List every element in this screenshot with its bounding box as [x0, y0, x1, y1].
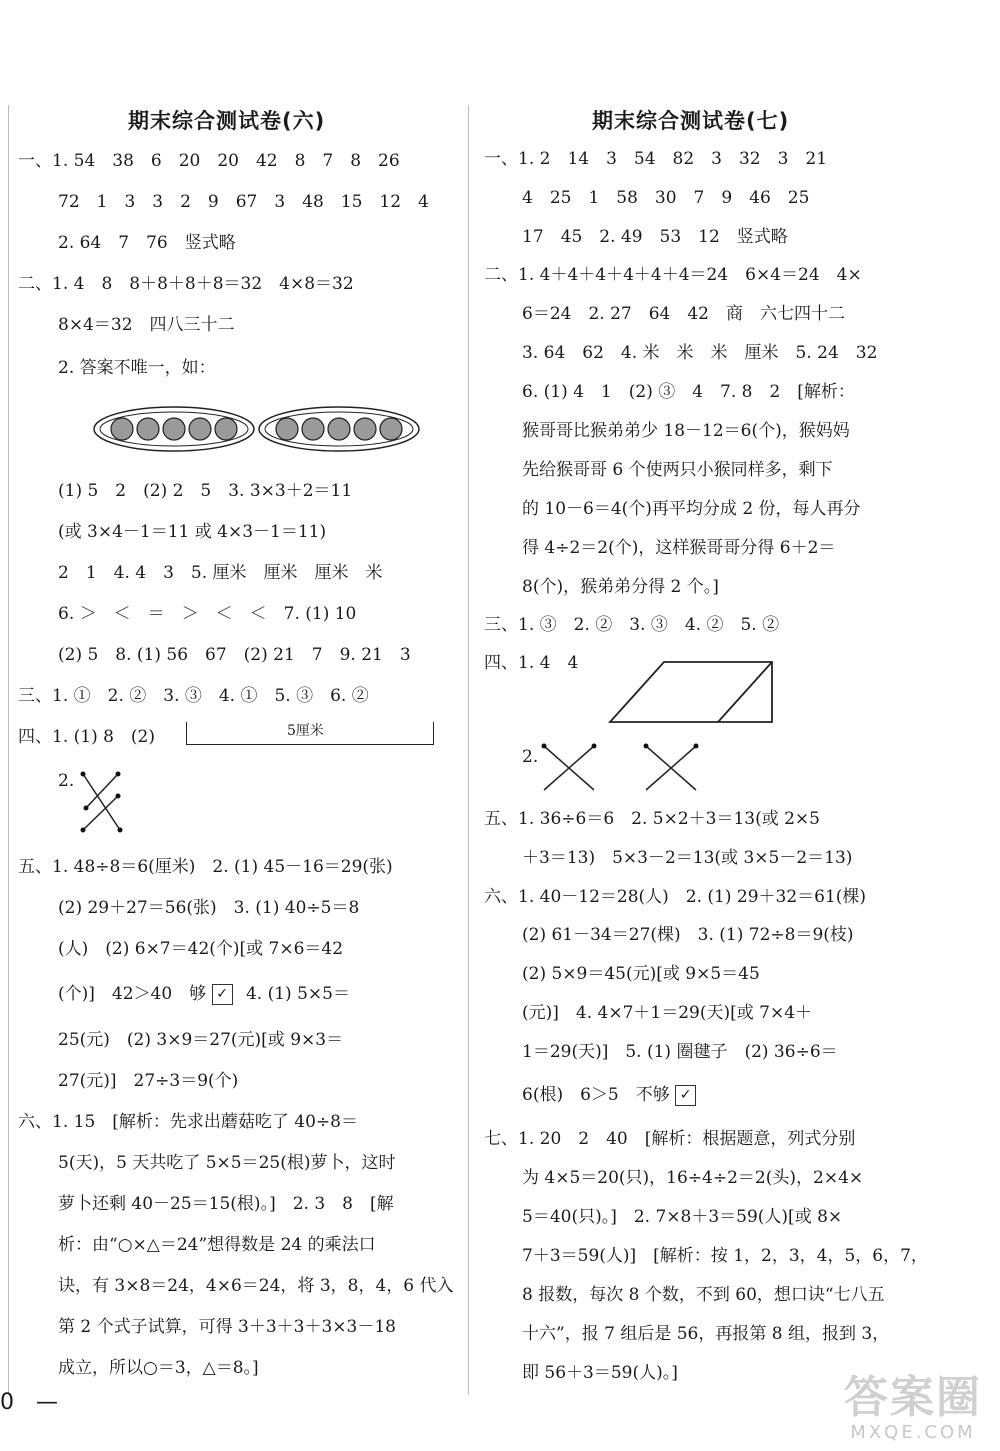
- watermark-logo: [844, 1374, 982, 1443]
- right-line-23: [522, 1084, 696, 1106]
- right-line-22: 1＝29(天)] 5. (1) 圈毽子 (2) 36÷6＝: [522, 1042, 838, 1062]
- left-line-22: 5(天)，5 天共吃了 5×5＝25(根)萝卜，这时: [58, 1153, 396, 1173]
- right-line-25: 为 4×5＝20(只)，16÷4÷2＝2(头)，2×4×: [522, 1168, 864, 1188]
- left-title: 期末综合测试卷(六): [128, 109, 326, 133]
- right-line-4: 二、1. 4＋4＋4＋4＋4＋4＝24 6×4＝24 4×: [484, 265, 862, 285]
- left-line-11: (2) 5 8. (1) 56 67 (2) 21 7 9. 21 3: [58, 645, 411, 665]
- left-line-25: 诀，有 3×8＝24，4×6＝24，将 3，8，4，6 代入: [58, 1276, 454, 1296]
- watermark-text: 答案圈: [844, 1372, 982, 1423]
- right-title: 期末综合测试卷(七): [592, 109, 790, 133]
- left-line-21: 六、1. 15 [解析：先求出蘑菇吃了 40÷8＝: [18, 1112, 358, 1132]
- left-line-8: (或 3×4－1＝11 或 4×3－1＝11): [58, 522, 327, 542]
- right-line-20: (2) 5×9＝45(元)[或 9×5＝45: [522, 964, 760, 984]
- left-line-9: 2 1 4. 4 3 5. 厘米 厘米 厘米 米: [58, 563, 383, 583]
- right-line-5: 6＝24 2. 27 64 42 商 六七四十二: [522, 304, 845, 324]
- circle-groups-figure: [92, 402, 422, 456]
- right-line-6: 3. 64 62 4. 米 米 米 厘米 5. 24 32: [522, 343, 878, 363]
- parallelogram-figure: [606, 656, 778, 726]
- left-line-24: 析：由“○×△＝24”想得数是 24 的乘法口: [58, 1235, 376, 1255]
- right-line-10: 的 10－6＝4(个)再平均分成 2 份，每人再分: [522, 499, 861, 519]
- right-line-21: (元)] 4. 4×7＋1＝29(天)[或 7×4＋: [522, 1003, 813, 1023]
- right-line-30: 即 56＋3＝59(人)。]: [522, 1363, 678, 1383]
- right-line-14: 四、1. 4 4: [484, 653, 579, 673]
- left-line-6: 2. 答案不唯一，如：: [58, 358, 216, 378]
- page-number: 0 —: [0, 1390, 58, 1415]
- ruler-label: 5厘米: [287, 723, 324, 739]
- left-line-26: 第 2 个式子试算，可得 3＋3＋3＋3×3－18: [58, 1317, 396, 1337]
- right-line-1: 一、1. 2 14 3 54 82 3 32 3 21: [484, 149, 828, 169]
- right-line-11: 得 4÷2＝2(个)，这样猴哥哥分得 6＋2＝: [522, 538, 836, 558]
- left-line-18-text: (个)] 42＞40 够: [58, 984, 207, 1004]
- right-line-23-text: 6(根) 6＞5 不够: [522, 1085, 670, 1105]
- left-line-12: 三、1. ① 2. ② 3. ③ 4. ① 5. ③ 6. ②: [18, 686, 369, 706]
- left-line-10: 6. ＞ ＜ ＝ ＞ ＜ ＜ 7. (1) 10: [58, 604, 357, 624]
- left-line-3: 2. 64 7 76 竖式略: [58, 233, 236, 253]
- left-line-2: 72 1 3 3 2 9 67 3 48 15 12 4: [58, 192, 429, 212]
- right-line-15: 2.: [522, 747, 539, 767]
- left-line-15: 五、1. 48÷8＝6(厘米) 2. (1) 45－16＝29(张): [18, 857, 393, 877]
- column-divider: [468, 105, 469, 1395]
- right-line-3: 17 45 2. 49 53 12 竖式略: [522, 227, 788, 247]
- right-line-19: (2) 61－34＝27(棵) 3. (1) 72÷8＝9(枝): [522, 925, 854, 945]
- right-line-13: 三、1. ③ 2. ② 3. ③ 4. ② 5. ②: [484, 615, 780, 635]
- left-line-5: 8×4＝32 四八三十二: [58, 315, 235, 335]
- right-line-2: 4 25 1 58 30 7 9 46 25: [522, 188, 810, 208]
- left-line-1: 一、1. 54 38 6 20 20 42 8 7 8 26: [18, 151, 400, 171]
- right-line-26: 5＝40(只)。] 2. 7×8＋3＝59(人)[或 8×: [522, 1207, 843, 1227]
- right-line-8: 猴哥哥比猴弟弟少 18－12＝6(个)，猴妈妈: [522, 421, 850, 441]
- left-line-14: 2.: [58, 771, 75, 791]
- left-line-27: 成立，所以○＝3，△＝8。]: [58, 1358, 259, 1378]
- right-line-29: 十六”，报 7 组后是 56，再报第 8 组，报到 3，: [522, 1324, 890, 1344]
- left-line-18: [58, 983, 350, 1005]
- cross-figures: [538, 740, 708, 796]
- right-line-7: 6. (1) 4 1 (2) ③ 4 7. 8 2 [解析：: [522, 382, 855, 402]
- watermark-url: MXQE.COM: [850, 1422, 976, 1443]
- check-box-icon: ✓: [675, 1085, 696, 1106]
- check-box-icon: ✓: [212, 984, 233, 1005]
- left-line-4: 二、1. 4 8 8＋8＋8＋8＝32 4×8＝32: [18, 274, 354, 294]
- right-line-17: ＋3＝13) 5×3－2＝13(或 3×5－2＝13): [522, 848, 853, 868]
- right-line-18: 六、1. 40－12＝28(人) 2. (1) 29＋32＝61(棵): [484, 887, 867, 907]
- left-line-13: 四、1. (1) 8 (2): [18, 727, 156, 747]
- left-line-7: (1) 5 2 (2) 2 5 3. 3×3＋2＝11: [58, 481, 353, 501]
- right-line-24: 七、1. 20 2 40 [解析：根据题意，列式分别: [484, 1129, 856, 1149]
- right-line-27: 7＋3＝59(人)] [解析：按 1，2，3，4，5，6，7，: [522, 1246, 928, 1266]
- left-line-17: (人) (2) 6×7＝42(个)[或 7×6＝42: [58, 939, 344, 959]
- left-line-19: 25(元) (2) 3×9＝27(元)[或 9×3＝: [58, 1030, 344, 1050]
- right-line-9: 先给猴哥哥 6 个使两只小猴同样多，剩下: [522, 460, 833, 480]
- left-line-18-tail: 4. (1) 5×5＝: [245, 984, 350, 1004]
- right-line-28: 8 报数，每次 8 个数，不到 60，想口诀“七八五: [522, 1285, 885, 1305]
- right-line-12: 8(个)，猴弟弟分得 2 个。]: [522, 577, 719, 597]
- crossing-lines-figure: [78, 768, 128, 838]
- ruler-line-5cm: [186, 722, 434, 745]
- right-line-16: 五、1. 36÷6＝6 2. 5×2＋3＝13(或 2×5: [484, 809, 820, 829]
- left-line-20: 27(元)] 27÷3＝9(个): [58, 1071, 239, 1091]
- left-line-16: (2) 29＋27＝56(张) 3. (1) 40÷5＝8: [58, 898, 360, 918]
- left-line-23: 萝卜还剩 40－25＝15(根)。] 2. 3 8 [解: [58, 1194, 394, 1214]
- left-margin-rule: [8, 105, 9, 1395]
